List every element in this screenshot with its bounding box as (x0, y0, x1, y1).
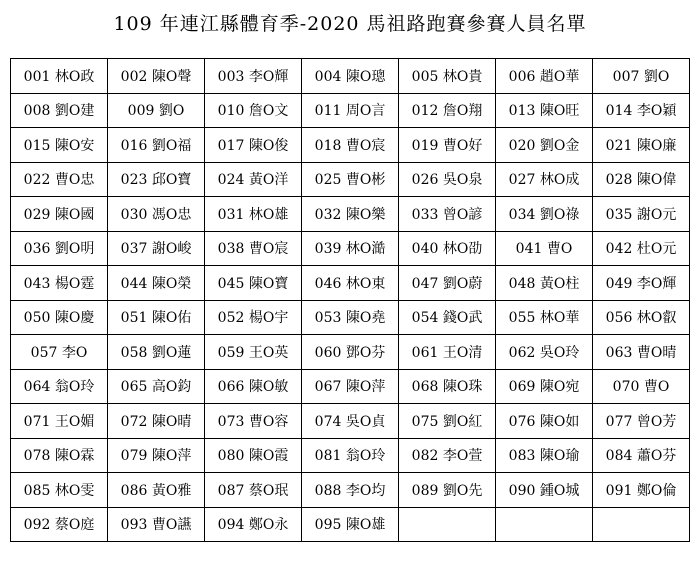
participant-cell: 091 鄭O倫 (593, 473, 690, 508)
table-row (11, 438, 690, 473)
participant-cell: 016 劉O福 (108, 128, 205, 163)
participant-cell: 058 劉O蓮 (108, 335, 205, 370)
participant-cell: 082 李O萱 (399, 438, 496, 473)
participant-cell: 021 陳O廉 (593, 128, 690, 163)
participant-cell: 039 林O澔 (302, 231, 399, 266)
table-row (11, 197, 690, 232)
table-row (11, 59, 690, 94)
participant-cell: 040 林O劭 (399, 231, 496, 266)
participant-cell: 032 陳O樂 (302, 197, 399, 232)
participant-cell: 029 陳O國 (11, 197, 108, 232)
participant-cell: 069 陳O宛 (496, 369, 593, 404)
participant-cell: 077 曾O芳 (593, 404, 690, 439)
table-row (11, 162, 690, 197)
participant-cell: 054 錢O武 (399, 300, 496, 335)
participant-cell: 002 陳O聲 (108, 59, 205, 94)
participant-cell: 037 謝O峻 (108, 231, 205, 266)
participant-cell: 073 曹O容 (205, 404, 302, 439)
participant-cell: 067 陳O萍 (302, 369, 399, 404)
participant-cell: 078 陳O霖 (11, 438, 108, 473)
participant-cell: 052 楊O宇 (205, 300, 302, 335)
table-row (11, 507, 690, 542)
participant-cell: 081 翁O玲 (302, 438, 399, 473)
empty-cell (399, 507, 496, 542)
participant-cell: 094 鄭O永 (205, 507, 302, 542)
participant-cell: 026 吳O泉 (399, 162, 496, 197)
participant-cell: 090 鍾O城 (496, 473, 593, 508)
participant-cell: 079 陳O萍 (108, 438, 205, 473)
participant-cell: 028 陳O偉 (593, 162, 690, 197)
participant-cell: 088 李O均 (302, 473, 399, 508)
participant-cell: 020 劉O金 (496, 128, 593, 163)
participant-cell: 043 楊O霆 (11, 266, 108, 301)
participant-cell: 019 曹O好 (399, 128, 496, 163)
participant-cell: 022 曹O忠 (11, 162, 108, 197)
participant-cell: 004 陳O璁 (302, 59, 399, 94)
table-row (11, 231, 690, 266)
participant-cell: 044 陳O榮 (108, 266, 205, 301)
participant-table (10, 58, 690, 542)
participant-cell: 068 陳O珠 (399, 369, 496, 404)
participant-cell: 055 林O華 (496, 300, 593, 335)
participant-cell: 084 蕭O芬 (593, 438, 690, 473)
participant-cell: 033 曾O諺 (399, 197, 496, 232)
participant-cell: 049 李O輝 (593, 266, 690, 301)
participant-cell: 063 曹O晴 (593, 335, 690, 370)
table-row (11, 404, 690, 439)
participant-cell: 014 李O穎 (593, 93, 690, 128)
participant-cell: 035 謝O元 (593, 197, 690, 232)
participant-cell: 093 曹O讌 (108, 507, 205, 542)
table-row (11, 128, 690, 163)
participant-cell: 056 林O叡 (593, 300, 690, 335)
table-row (11, 300, 690, 335)
table-row (11, 335, 690, 370)
participant-cell: 074 吳O貞 (302, 404, 399, 439)
participant-cell: 008 劉O建 (11, 93, 108, 128)
participant-cell: 031 林O雄 (205, 197, 302, 232)
participant-cell: 060 鄧O芬 (302, 335, 399, 370)
participant-cell: 059 王O英 (205, 335, 302, 370)
participant-cell: 036 劉O明 (11, 231, 108, 266)
participant-cell: 005 林O貴 (399, 59, 496, 94)
participant-cell: 015 陳O安 (11, 128, 108, 163)
participant-cell: 083 陳O瑜 (496, 438, 593, 473)
participant-cell: 066 陳O敏 (205, 369, 302, 404)
participant-cell: 041 曹O (496, 231, 593, 266)
participant-cell: 013 陳O旺 (496, 93, 593, 128)
participant-cell: 010 詹O文 (205, 93, 302, 128)
participant-cell: 047 劉O蔚 (399, 266, 496, 301)
table-row (11, 266, 690, 301)
participant-cell: 075 劉O紅 (399, 404, 496, 439)
participant-cell: 003 李O輝 (205, 59, 302, 94)
participant-cell: 027 林O成 (496, 162, 593, 197)
participant-cell: 053 陳O堯 (302, 300, 399, 335)
participant-cell: 017 陳O俊 (205, 128, 302, 163)
participant-cell: 006 趙O華 (496, 59, 593, 94)
participant-cell: 048 黃O柱 (496, 266, 593, 301)
participant-cell: 025 曹O彬 (302, 162, 399, 197)
participant-cell: 071 王O媚 (11, 404, 108, 439)
table-row (11, 93, 690, 128)
table-row (11, 369, 690, 404)
participant-cell: 087 蔡O珉 (205, 473, 302, 508)
participant-cell: 045 陳O寶 (205, 266, 302, 301)
participant-cell: 007 劉O (593, 59, 690, 94)
participant-cell: 034 劉O祿 (496, 197, 593, 232)
participant-cell: 018 曹O宸 (302, 128, 399, 163)
participant-cell: 001 林O政 (11, 59, 108, 94)
participant-cell: 080 陳O霞 (205, 438, 302, 473)
participant-cell: 050 陳O慶 (11, 300, 108, 335)
participant-cell: 062 吳O玲 (496, 335, 593, 370)
participant-cell: 009 劉O (108, 93, 205, 128)
participant-cell: 064 翁O玲 (11, 369, 108, 404)
participant-cell: 086 黃O雅 (108, 473, 205, 508)
participant-cell: 085 林O雯 (11, 473, 108, 508)
page-title: 109 年連江縣體育季-2020 馬祖路跑賽參賽人員名單 (113, 13, 587, 35)
participant-cell: 012 詹O翔 (399, 93, 496, 128)
participant-cell: 057 李O (11, 335, 108, 370)
participant-cell: 092 蔡O庭 (11, 507, 108, 542)
participant-cell: 023 邱O寶 (108, 162, 205, 197)
table-row (11, 473, 690, 508)
participant-cell: 089 劉O先 (399, 473, 496, 508)
participant-cell: 042 杜O元 (593, 231, 690, 266)
participant-cell: 051 陳O佑 (108, 300, 205, 335)
participant-cell: 011 周O言 (302, 93, 399, 128)
participant-cell: 072 陳O晴 (108, 404, 205, 439)
participant-cell: 024 黃O洋 (205, 162, 302, 197)
empty-cell (496, 507, 593, 542)
participant-cell: 095 陳O雄 (302, 507, 399, 542)
participant-cell: 030 馮O忠 (108, 197, 205, 232)
participant-cell: 046 林O東 (302, 266, 399, 301)
participant-cell: 070 曹O (593, 369, 690, 404)
participant-cell: 038 曹O宸 (205, 231, 302, 266)
participant-cell: 061 王O清 (399, 335, 496, 370)
participant-cell: 076 陳O如 (496, 404, 593, 439)
empty-cell (593, 507, 690, 542)
participant-cell: 065 高O鈞 (108, 369, 205, 404)
